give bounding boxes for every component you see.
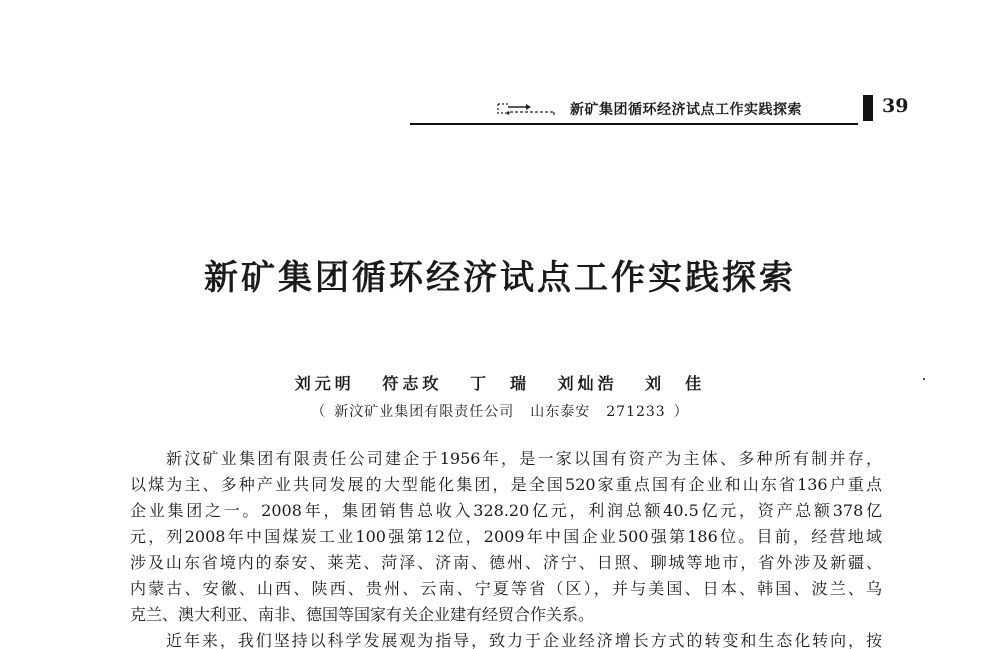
running-header-title: 新矿集团循环经济试点工作实践探索 (570, 102, 802, 118)
author-name: 刘元明 (294, 374, 355, 393)
page-number: 39 (882, 95, 909, 117)
author-name: 丁 瑞 (469, 374, 530, 393)
paragraph-line: 元，列2008年中国煤炭工业100强第12位，2009年中国企业500强第186位。目前，经营地域 (130, 527, 882, 546)
paragraph-line: 内蒙古、安徽、山西、陕西、贵州、云南、宁夏等省（区），并与美国、日本、韩国、波兰、乌 (130, 579, 882, 598)
affiliation-close-paren: ） (673, 404, 689, 420)
dashed-arrow-icon (496, 101, 558, 115)
paragraph-line: 企业集团之一。2008年，集团销售总收入328.20亿元，利润总额40.5亿元，资产总额378亿 (130, 501, 882, 520)
author-name: 刘灿浩 (557, 374, 618, 393)
author-list (0, 371, 1000, 394)
scan-speck (923, 378, 925, 380)
article-title: 新矿集团循环经济试点工作实践探索 (204, 258, 796, 298)
paragraph-line: 新汶矿业集团有限责任公司建企于1956年，是一家以国有资产为主体、多种所有制并存， (166, 449, 882, 468)
header-rule (410, 123, 858, 125)
affiliation-organization: 新汶矿业集团有限责任公司 (334, 404, 515, 420)
paragraph-line: 以煤为主、多种产业共同发展的大型能化集团，是全国520家重点国有企业和山东省136户重点 (130, 475, 882, 494)
affiliation-location: 山东泰安 (530, 404, 591, 420)
paragraph-line: 涉及山东省境内的泰安、莱芜、菏泽、济南、德州、济宁、日照、聊城等地市，省外涉及新疆、 (130, 553, 882, 572)
paragraph-line: 克兰、澳大利亚、南非、德国等国家有关企业建有经贸合作关系。 (130, 605, 595, 624)
affiliation-open-paren: （ (311, 404, 327, 420)
header-block-mark (863, 95, 873, 121)
affiliation-postcode: 271233 (606, 404, 666, 420)
author-name: 符志玫 (382, 374, 443, 393)
running-header (410, 92, 930, 130)
author-name: 刘 佳 (645, 374, 706, 393)
paragraph-line: 近年来，我们坚持以科学发展观为指导，致力于企业经济增长方式的转变和生态化转向，按 (166, 631, 882, 649)
author-affiliation (0, 401, 1000, 421)
